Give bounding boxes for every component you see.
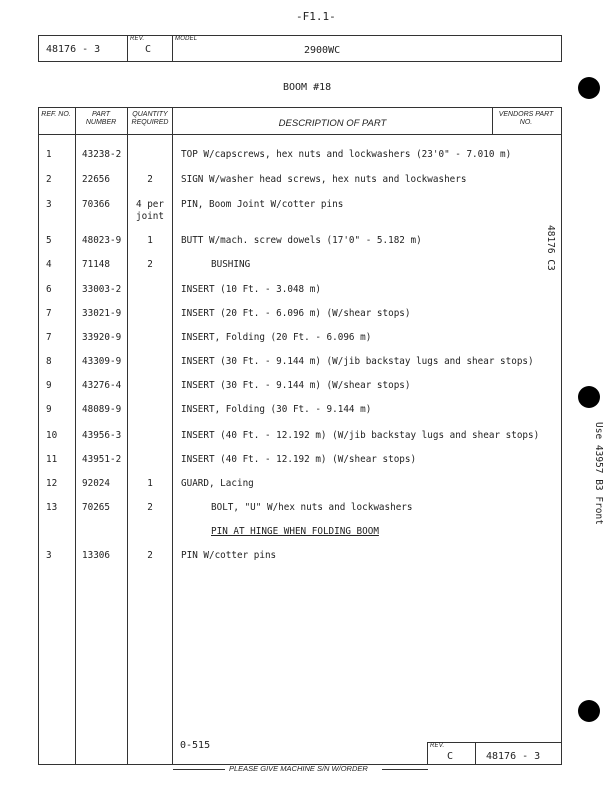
row-quantity: 1 bbox=[147, 235, 153, 246]
row-quantity: 2 bbox=[147, 550, 153, 561]
row-ref: 9 bbox=[46, 404, 52, 415]
row-description: INSERT, Folding (20 Ft. - 6.096 m) bbox=[181, 332, 372, 343]
row-ref: 10 bbox=[46, 430, 58, 441]
row-part-number: 33021-9 bbox=[82, 308, 122, 319]
row-ref: 3 bbox=[46, 199, 52, 210]
row-ref: 3 bbox=[46, 550, 52, 561]
row-description: SIGN W/washer head screws, hex nuts and lockwashers bbox=[181, 174, 467, 185]
row-description: TOP W/capscrews, hex nuts and lockwashers (23'0" - 7.010 m) bbox=[181, 149, 512, 160]
row-ref: 11 bbox=[46, 454, 58, 465]
page-number: -F1.1- bbox=[296, 10, 336, 23]
row-description: INSERT (20 Ft. - 6.096 m) (W/shear stops) bbox=[181, 308, 411, 319]
row-part-number: 70366 bbox=[82, 199, 110, 210]
row-part-number: 43309-9 bbox=[82, 356, 122, 367]
punch-hole-bottom bbox=[578, 700, 600, 722]
row-quantity: 2 bbox=[147, 259, 153, 270]
header-rev-value: C bbox=[145, 44, 152, 55]
row-description: INSERT (40 Ft. - 12.192 m) (W/jib backstay lugs and shear stops) bbox=[181, 430, 540, 441]
row-part-number: 43951-2 bbox=[82, 454, 122, 465]
footer-rule-right bbox=[382, 769, 428, 770]
row-quantity: 4 per bbox=[136, 199, 164, 210]
row-description: INSERT (30 Ft. - 9.144 m) (W/jib backstay lugs and shear stops) bbox=[181, 356, 534, 367]
row-description: BUSHING bbox=[211, 259, 251, 270]
row-description: GUARD, Lacing bbox=[181, 478, 254, 489]
row-part-number: 43276-4 bbox=[82, 380, 122, 391]
row-ref: 13 bbox=[46, 502, 58, 513]
row-part-number: 71148 bbox=[82, 259, 110, 270]
col-header-description: DESCRIPTION OF PART bbox=[278, 118, 387, 129]
side-note-top: 48176 C3 bbox=[545, 225, 556, 271]
row-ref: 2 bbox=[46, 174, 52, 185]
row-ref: 7 bbox=[46, 332, 52, 343]
footer-part-number: 48176 - 3 bbox=[486, 751, 541, 762]
footer-notice: PLEASE GIVE MACHINE S/N W/ORDER bbox=[229, 764, 368, 773]
row-description: PIN AT HINGE WHEN FOLDING BOOM bbox=[211, 526, 379, 537]
row-ref: 1 bbox=[46, 149, 52, 160]
row-description: INSERT (30 Ft. - 9.144 m) (W/shear stops) bbox=[181, 380, 411, 391]
col-header-vendors: VENDORS PART NO. bbox=[498, 111, 554, 126]
row-part-number: 70265 bbox=[82, 502, 110, 513]
header-model-label: MODEL bbox=[175, 36, 198, 42]
footer-rule-left bbox=[173, 769, 225, 770]
punch-hole-middle bbox=[578, 386, 600, 408]
col-header-part: PART NUMBER bbox=[85, 111, 117, 126]
row-part-number: 43238-2 bbox=[82, 149, 122, 160]
row-quantity: 2 bbox=[147, 502, 153, 513]
row-part-number: 43956-3 bbox=[82, 430, 122, 441]
footer-code: 0-515 bbox=[180, 740, 211, 751]
footer-rev-value: C bbox=[447, 751, 454, 762]
row-description: BOLT, "U" W/hex nuts and lockwashers bbox=[211, 502, 413, 513]
side-note-middle: Use 43957 B3 Front bbox=[593, 422, 604, 525]
punch-hole-top bbox=[578, 77, 600, 99]
row-ref: 9 bbox=[46, 380, 52, 391]
row-quantity: 1 bbox=[147, 478, 153, 489]
header-box bbox=[38, 35, 562, 62]
row-part-number: 48023-9 bbox=[82, 235, 122, 246]
row-description: PIN W/cotter pins bbox=[181, 550, 277, 561]
row-ref: 7 bbox=[46, 308, 52, 319]
row-ref: 8 bbox=[46, 356, 52, 367]
header-part-number: 48176 - 3 bbox=[46, 44, 101, 55]
row-part-number: 33920-9 bbox=[82, 332, 122, 343]
row-description: INSERT (10 Ft. - 3.048 m) bbox=[181, 284, 321, 295]
row-part-number: 92024 bbox=[82, 478, 110, 489]
row-description: INSERT, Folding (30 Ft. - 9.144 m) bbox=[181, 404, 372, 415]
row-quantity: 2 bbox=[147, 174, 153, 185]
row-quantity-line2: joint bbox=[136, 211, 164, 222]
row-part-number: 33003-2 bbox=[82, 284, 122, 295]
row-part-number: 13306 bbox=[82, 550, 110, 561]
row-description: BUTT W/mach. screw dowels (17'0" - 5.182 m) bbox=[181, 235, 422, 246]
section-title: BOOM #18 bbox=[283, 82, 332, 93]
footer-rev-label: REV. bbox=[430, 743, 445, 749]
col-header-ref: REF. NO. bbox=[41, 111, 71, 118]
header-rev-label: REV. bbox=[130, 36, 145, 42]
row-part-number: 22656 bbox=[82, 174, 110, 185]
row-ref: 12 bbox=[46, 478, 58, 489]
row-description: PIN, Boom Joint W/cotter pins bbox=[181, 199, 344, 210]
col-header-qty: QUANTITY REQUIRED bbox=[131, 111, 169, 126]
row-ref: 5 bbox=[46, 235, 52, 246]
row-ref: 6 bbox=[46, 284, 52, 295]
row-description: INSERT (40 Ft. - 12.192 m) (W/shear stops) bbox=[181, 454, 417, 465]
header-model-value: 2900WC bbox=[304, 45, 341, 56]
row-ref: 4 bbox=[46, 259, 52, 270]
row-part-number: 48089-9 bbox=[82, 404, 122, 415]
